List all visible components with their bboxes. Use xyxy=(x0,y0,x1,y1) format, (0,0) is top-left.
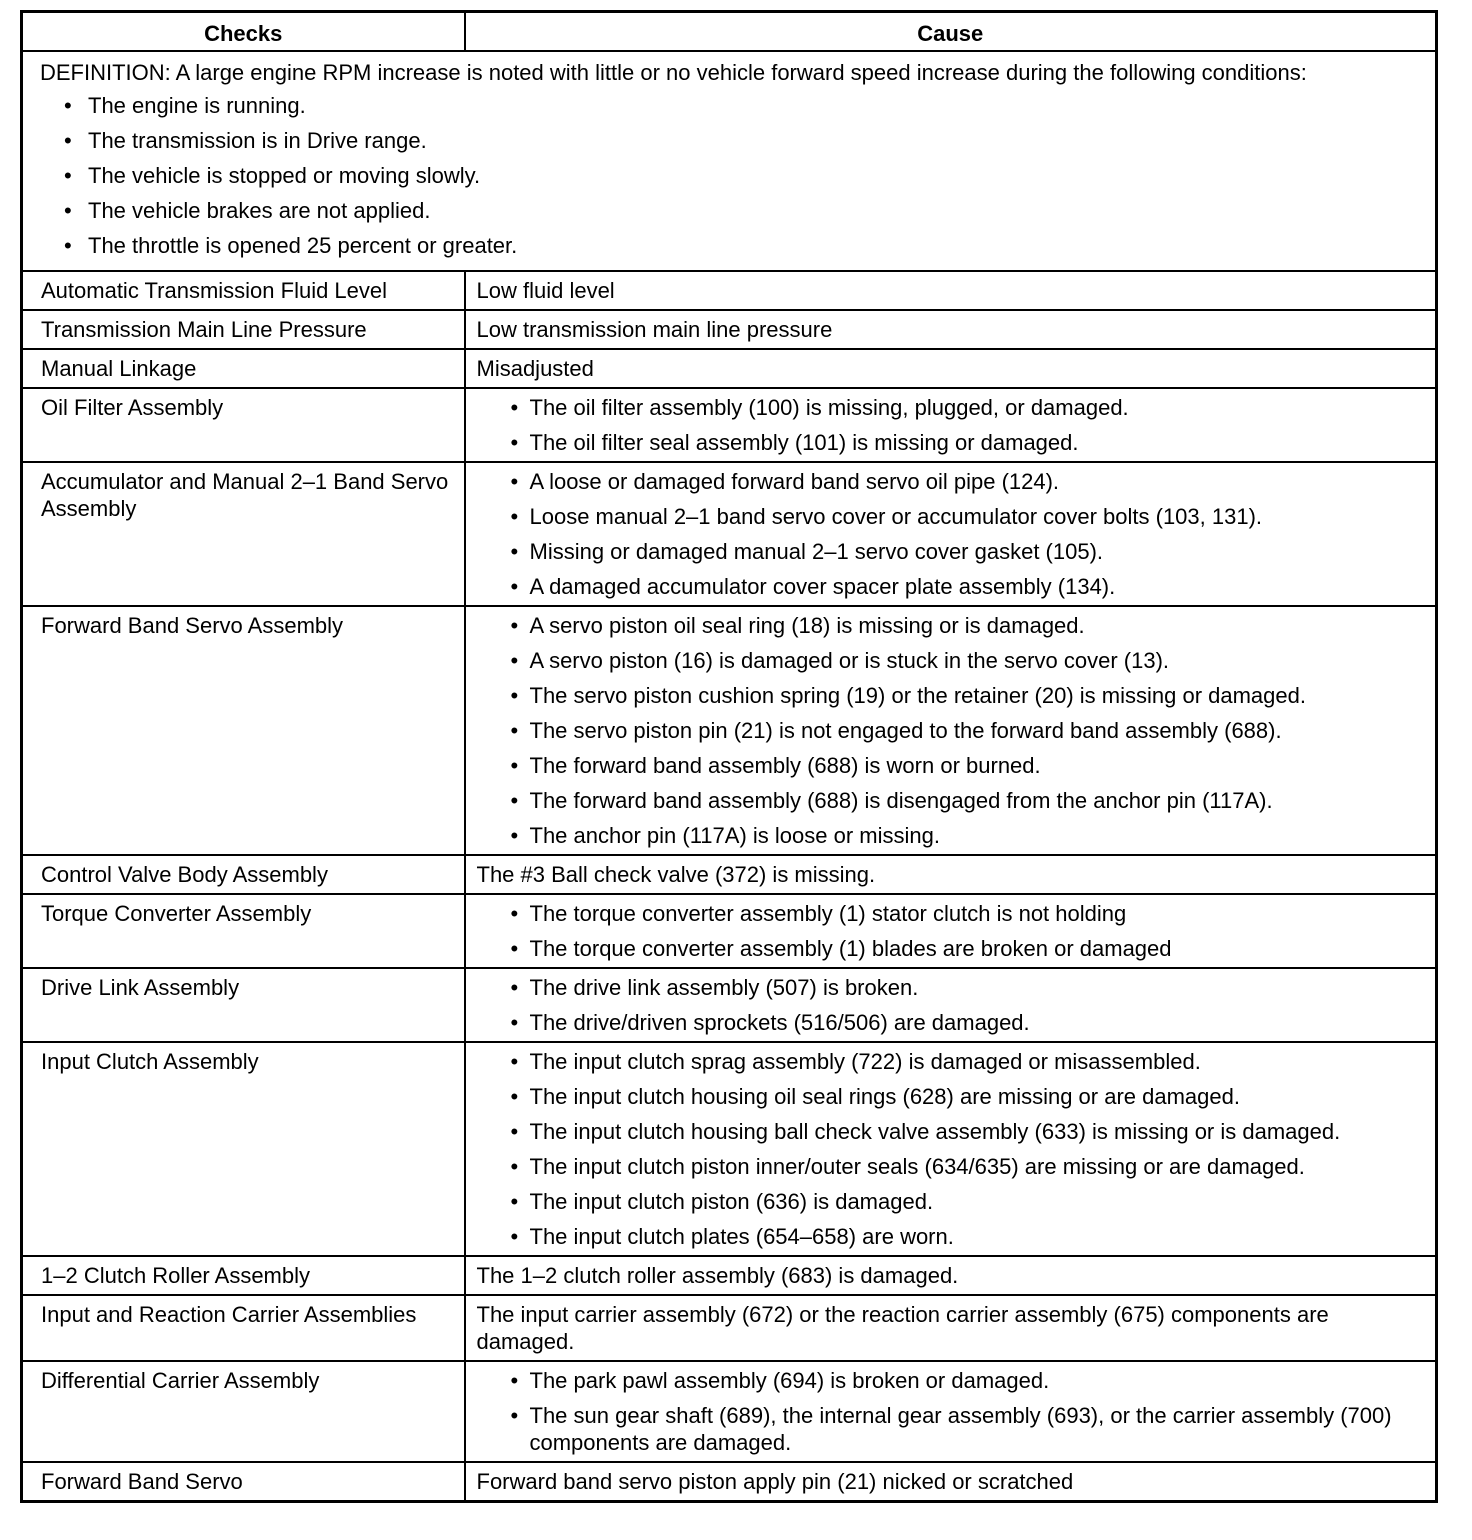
table-row xyxy=(22,894,1437,968)
cause-item: • The drive link assembly (507) is broken. xyxy=(483,974,1426,1001)
cause-cell xyxy=(465,1361,1437,1462)
diagnostic-table-container xyxy=(20,10,1435,1503)
check-cell: Differential Carrier Assembly xyxy=(22,1361,465,1462)
definition-conditions xyxy=(40,92,1425,259)
cause-cell: Forward band servo piston apply pin (21) nicked or scratched xyxy=(465,1462,1437,1502)
cause-cell xyxy=(465,462,1437,606)
cause-item: • The servo piston pin (21) is not engaged to the forward band assembly (688). xyxy=(483,717,1426,744)
table-row xyxy=(22,1361,1437,1462)
cause-cell: Low fluid level xyxy=(465,271,1437,310)
table-row xyxy=(22,1462,1437,1502)
cause-item: • The input clutch housing oil seal rings (628) are missing or are damaged. xyxy=(483,1083,1426,1110)
check-cell: Forward Band Servo Assembly xyxy=(22,606,465,855)
table-row xyxy=(22,855,1437,894)
cause-cell xyxy=(465,606,1437,855)
cause-list xyxy=(483,974,1426,1036)
check-cell: Accumulator and Manual 2–1 Band Servo Assembly xyxy=(22,462,465,606)
cause-cell xyxy=(465,388,1437,462)
cause-list xyxy=(483,1367,1426,1456)
cause-item: • The input clutch piston inner/outer seals (634/635) are missing or are damaged. xyxy=(483,1153,1426,1180)
check-cell: Manual Linkage xyxy=(22,349,465,388)
cause-item: • A servo piston oil seal ring (18) is missing or is damaged. xyxy=(483,612,1426,639)
table-row xyxy=(22,1042,1437,1256)
cause-cell: The #3 Ball check valve (372) is missing. xyxy=(465,855,1437,894)
cause-cell xyxy=(465,1042,1437,1256)
check-cell: Forward Band Servo xyxy=(22,1462,465,1502)
cause-item: • The anchor pin (117A) is loose or missing. xyxy=(483,822,1426,849)
condition-item: • The vehicle brakes are not applied. xyxy=(40,197,1425,224)
definition-cell xyxy=(22,51,1437,271)
cause-item: • A loose or damaged forward band servo oil pipe (124). xyxy=(483,468,1426,495)
cause-list xyxy=(483,612,1426,849)
condition-item: • The throttle is opened 25 percent or greater. xyxy=(40,232,1425,259)
table-row xyxy=(22,388,1437,462)
definition-row xyxy=(22,51,1437,271)
cause-item: • The drive/driven sprockets (516/506) are damaged. xyxy=(483,1009,1426,1036)
cause-item: • The torque converter assembly (1) stator clutch is not holding xyxy=(483,900,1426,927)
cause-cell xyxy=(465,894,1437,968)
cause-item: • The oil filter seal assembly (101) is missing or damaged. xyxy=(483,429,1426,456)
table-row xyxy=(22,1256,1437,1295)
check-cell: Automatic Transmission Fluid Level xyxy=(22,271,465,310)
cause-cell: The input carrier assembly (672) or the reaction carrier assembly (675) components are damaged. xyxy=(465,1295,1437,1361)
definition-text: DEFINITION: A large engine RPM increase is noted with little or no vehicle forward speed increase during the following conditions: xyxy=(40,60,1307,85)
condition-item: • The transmission is in Drive range. xyxy=(40,127,1425,154)
condition-item: • The vehicle is stopped or moving slowly. xyxy=(40,162,1425,189)
header-row xyxy=(22,12,1437,52)
table-row xyxy=(22,271,1437,310)
cause-item: • The input clutch sprag assembly (722) is damaged or misassembled. xyxy=(483,1048,1426,1075)
check-cell: Control Valve Body Assembly xyxy=(22,855,465,894)
cause-cell xyxy=(465,968,1437,1042)
table-row xyxy=(22,349,1437,388)
cause-cell: Low transmission main line pressure xyxy=(465,310,1437,349)
check-cell: 1–2 Clutch Roller Assembly xyxy=(22,1256,465,1295)
cause-item: • The input clutch piston (636) is damaged. xyxy=(483,1188,1426,1215)
header-checks: Checks xyxy=(22,12,465,52)
cause-item: • Missing or damaged manual 2–1 servo cover gasket (105). xyxy=(483,538,1426,565)
cause-item: • The input clutch plates (654–658) are worn. xyxy=(483,1223,1426,1250)
cause-list xyxy=(483,1048,1426,1250)
cause-list xyxy=(483,394,1426,456)
cause-item: • The sun gear shaft (689), the internal gear assembly (693), or the carrier assembly (700) components are damaged. xyxy=(483,1402,1426,1456)
table-row xyxy=(22,310,1437,349)
check-cell: Input Clutch Assembly xyxy=(22,1042,465,1256)
check-cell: Drive Link Assembly xyxy=(22,968,465,1042)
cause-item: • The oil filter assembly (100) is missing, plugged, or damaged. xyxy=(483,394,1426,421)
check-cell: Torque Converter Assembly xyxy=(22,894,465,968)
cause-list xyxy=(483,468,1426,600)
cause-item: • The park pawl assembly (694) is broken or damaged. xyxy=(483,1367,1426,1394)
table-row xyxy=(22,968,1437,1042)
cause-item: • A servo piston (16) is damaged or is stuck in the servo cover (13). xyxy=(483,647,1426,674)
cause-cell: The 1–2 clutch roller assembly (683) is damaged. xyxy=(465,1256,1437,1295)
table-row xyxy=(22,606,1437,855)
check-cell: Oil Filter Assembly xyxy=(22,388,465,462)
diagnostic-table xyxy=(20,10,1438,1503)
table-row xyxy=(22,1295,1437,1361)
header-cause: Cause xyxy=(465,12,1437,52)
check-cell: Transmission Main Line Pressure xyxy=(22,310,465,349)
cause-item: • The forward band assembly (688) is disengaged from the anchor pin (117A). xyxy=(483,787,1426,814)
cause-list xyxy=(483,900,1426,962)
condition-item: • The engine is running. xyxy=(40,92,1425,119)
check-cell: Input and Reaction Carrier Assemblies xyxy=(22,1295,465,1361)
cause-item: • Loose manual 2–1 band servo cover or accumulator cover bolts (103, 131). xyxy=(483,503,1426,530)
cause-item: • The forward band assembly (688) is worn or burned. xyxy=(483,752,1426,779)
cause-item: • The servo piston cushion spring (19) or the retainer (20) is missing or damaged. xyxy=(483,682,1426,709)
cause-item: • A damaged accumulator cover spacer plate assembly (134). xyxy=(483,573,1426,600)
cause-item: • The torque converter assembly (1) blades are broken or damaged xyxy=(483,935,1426,962)
cause-item: • The input clutch housing ball check valve assembly (633) is missing or is damaged. xyxy=(483,1118,1426,1145)
table-row xyxy=(22,462,1437,606)
cause-cell: Misadjusted xyxy=(465,349,1437,388)
